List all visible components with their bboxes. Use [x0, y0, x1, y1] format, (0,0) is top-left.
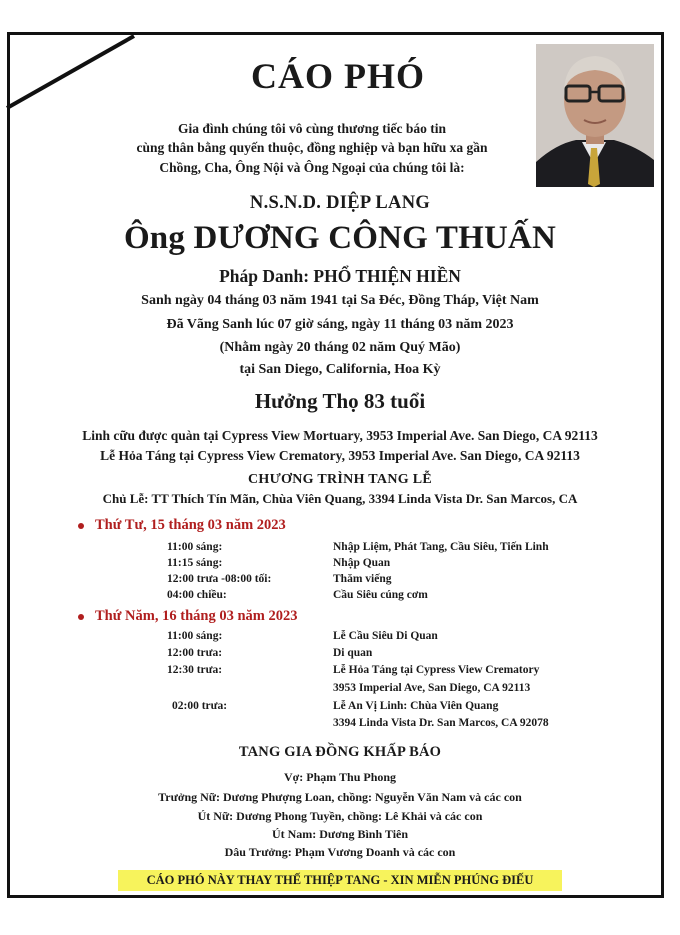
schedule-time: 04:00 chiều:: [167, 589, 227, 601]
schedule-time: 12:00 trưa:: [167, 647, 223, 659]
schedule-event: Lễ Cầu Siêu Di Quan: [333, 630, 438, 642]
family-member: Dâu Trưởng: Phạm Vương Doanh và các con: [224, 845, 456, 859]
dharma-name: Pháp Danh: PHỔ THIỆN HIỀN: [219, 266, 461, 286]
cremation-info: Lễ Hỏa Táng tại Cypress View Crematory, 3953 Imperial Ave. San Diego, CA 92113: [100, 448, 580, 463]
schedule-event: Thăm viếng: [333, 573, 392, 585]
death-info: Đã Vãng Sanh lúc 07 giờ sáng, ngày 11 tháng 03 năm 2023: [166, 317, 514, 332]
schedule-time: 11:00 sáng:: [167, 630, 223, 642]
family-member: Vợ: Phạm Thu Phong: [283, 770, 397, 784]
birth-info: Sanh ngày 04 tháng 03 năm 1941 tại Sa Đéc, Đồng Tháp, Việt Nam: [141, 293, 539, 308]
page-title: CÁO PHÓ: [251, 56, 425, 96]
schedule-time: 11:00 sáng:: [167, 541, 223, 553]
schedule-event: Di quan: [333, 647, 373, 659]
schedule-event: Nhập Quan: [333, 557, 391, 569]
bullet-icon: [78, 614, 84, 620]
honorific-title: N.S.N.D. DIỆP LANG: [249, 193, 431, 213]
program-title: CHƯƠNG TRÌNH TANG LỄ: [247, 472, 432, 487]
schedule-time: 11:15 sáng:: [167, 557, 223, 569]
schedule-event-address: 3953 Imperial Ave, San Diego, CA 92113: [333, 682, 531, 694]
family-member: Trưởng Nữ: Dương Phượng Loan, chồng: Nguyễn Văn Nam và các con: [158, 790, 522, 804]
schedule-day-1: Thứ Tư, 15 tháng 03 năm 2023: [95, 517, 286, 533]
family-notice-title: TANG GIA ĐỒNG KHẤP BÁO: [238, 744, 442, 760]
intro-line-2: cùng thân bằng quyến thuộc, đồng nghiệp và bạn hữu xa gần: [136, 140, 488, 155]
intro-line-3: Chồng, Cha, Ông Nội và Ông Ngoại của chúng tôi là:: [159, 160, 465, 175]
family-member: Út Nữ: Dương Phong Tuyền, chồng: Lê Khải và các con: [197, 809, 483, 823]
family-member: Út Nam: Dương Bình Tiên: [271, 827, 409, 841]
lunar-date: (Nhằm ngày 20 tháng 02 năm Quý Mão): [219, 340, 461, 355]
place-of-death: tại San Diego, California, Hoa Kỳ: [239, 362, 441, 377]
schedule-event: Nhập Liệm, Phát Tang, Cầu Siêu, Tiến Linh: [333, 541, 549, 553]
schedule-time: 12:30 trưa:: [167, 664, 223, 676]
bullet-icon: [78, 523, 84, 529]
age-at-death: Hưởng Thọ 83 tuổi: [254, 389, 426, 413]
schedule-event-address: 3394 Linda Vista Dr. San Marcos, CA 92078: [333, 717, 549, 729]
schedule-day-2: Thứ Năm, 16 tháng 03 năm 2023: [95, 608, 298, 624]
schedule-time: 12:00 trưa -08:00 tối:: [167, 573, 272, 585]
schedule-event: Lễ An Vị Linh: Chùa Viên Quang: [333, 700, 499, 712]
officiant-info: Chủ Lễ: TT Thích Tín Mãn, Chùa Viên Quang, 3394 Linda Vista Dr. San Marcos, CA: [102, 491, 578, 506]
deceased-name: Ông DƯƠNG CÔNG THUẤN: [123, 220, 557, 256]
schedule-event: Cầu Siêu cúng cơm: [333, 589, 428, 601]
schedule-time: 02:00 trưa:: [172, 700, 228, 712]
intro-line-1: Gia đình chúng tôi vô cùng thương tiếc báo tin: [177, 121, 446, 136]
mortuary-info: Linh cữu được quàn tại Cypress View Mortuary, 3953 Imperial Ave. San Diego, CA 92113: [82, 428, 598, 443]
schedule-event: Lễ Hỏa Táng tại Cypress View Crematory: [333, 664, 540, 676]
footer-note: CÁO PHÓ NÀY THAY THẾ THIỆP TANG - XIN MIỄN PHÚNG ĐIẾU: [118, 870, 562, 891]
